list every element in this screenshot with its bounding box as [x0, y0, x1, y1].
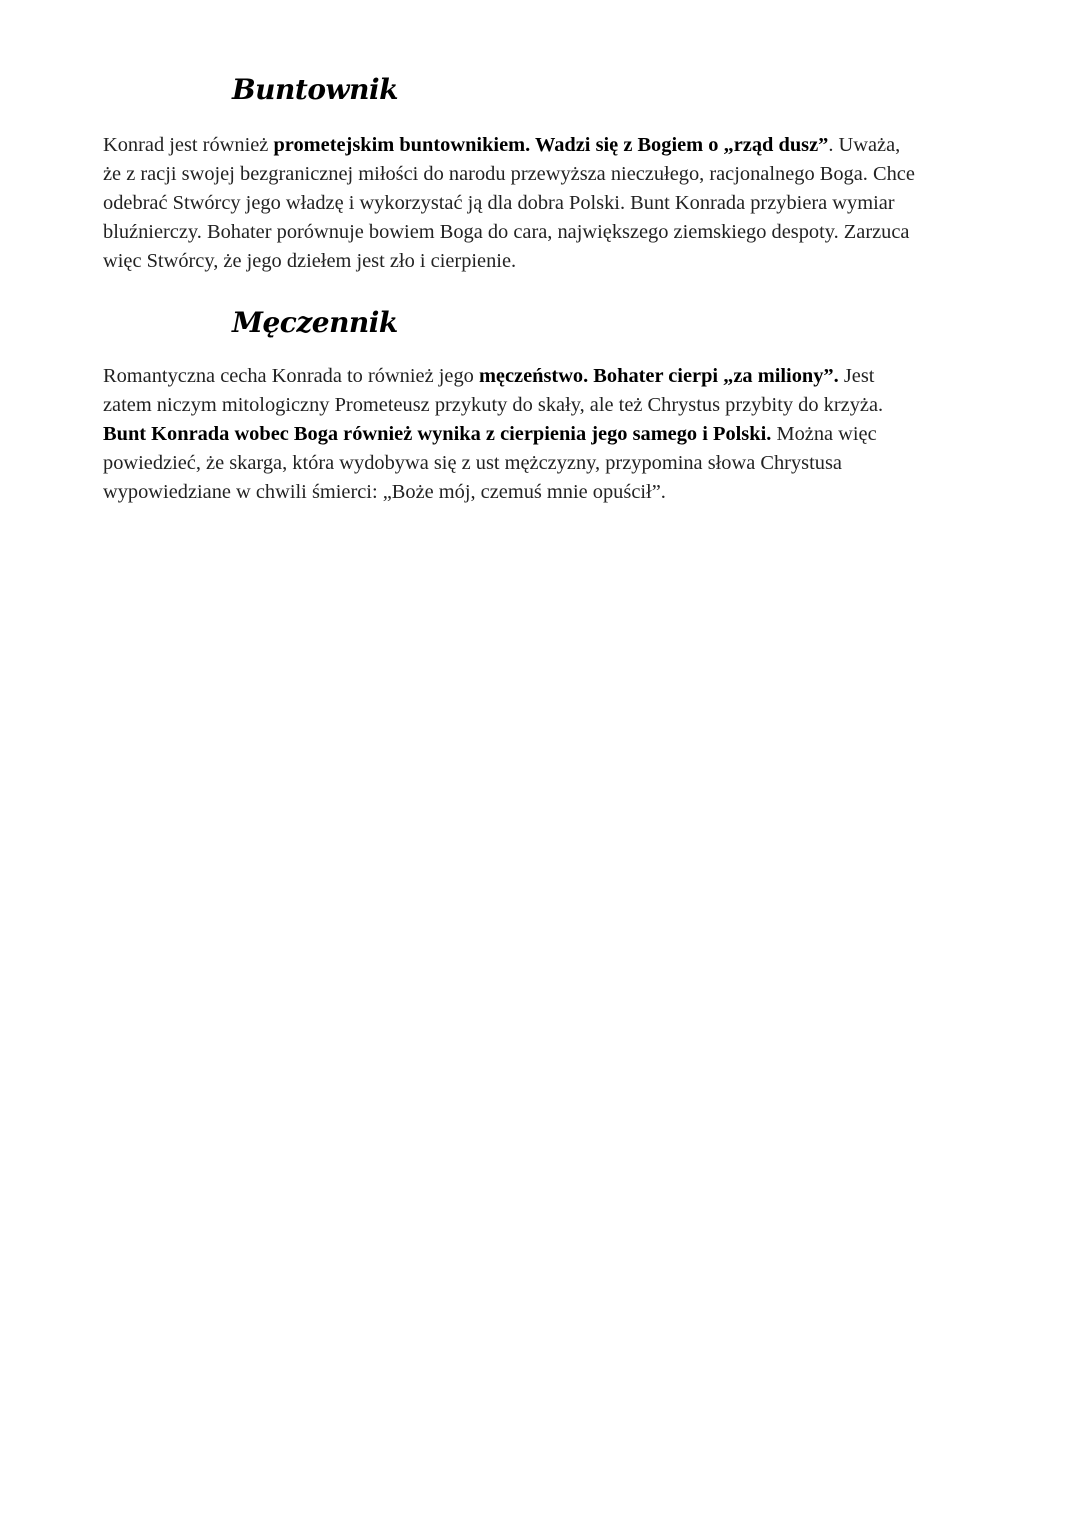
section-heading-buntownik: Buntownik — [232, 73, 398, 106]
text-run: więc Stwórcy, że jego dziełem jest zło i cierpienie. — [103, 250, 517, 272]
text-run: . Uważa, — [828, 134, 901, 156]
bold-text-run: prometejskim buntownikiem. Wadzi się z Bogiem o „rząd dusz” — [273, 134, 829, 156]
text-run: Można więc — [771, 423, 877, 445]
paragraph-line — [103, 160, 983, 189]
section-paragraph-meczennik — [103, 362, 983, 507]
text-run: Jest — [838, 365, 875, 387]
paragraph-line — [103, 420, 983, 449]
paragraph-line — [103, 218, 983, 247]
text-run: bluźnierczy. Bohater porównuje bowiem Boga do cara, największego ziemskiego despoty. Zarzuca — [103, 221, 910, 243]
text-run: Konrad jest również — [103, 134, 274, 156]
bold-text-run: męczeństwo. Bohater cierpi „za miliony”. — [478, 365, 839, 387]
paragraph-line — [103, 131, 983, 160]
section-paragraph-buntownik — [103, 131, 983, 276]
text-run: Romantyczna cecha Konrada to również jego — [103, 365, 479, 387]
paragraph-line — [103, 362, 983, 391]
paragraph-line — [103, 478, 983, 507]
paragraph-line — [103, 391, 983, 420]
text-run: zatem niczym mitologiczny Prometeusz przykuty do skały, ale też Chrystus przybity do krzyża. — [103, 394, 884, 416]
text-run: że z racji swojej bezgranicznej miłości do narodu przewyższa nieczułego, racjonalnego Boga. Chce — [103, 163, 915, 185]
text-run: wypowiedziane w chwili śmierci: „Boże mój, czemuś mnie opuścił”. — [103, 481, 666, 503]
bold-text-run: Bunt Konrada wobec Boga również wynika z cierpienia jego samego i Polski. — [103, 423, 772, 445]
section-heading-meczennik: Męczennik — [232, 306, 398, 339]
paragraph-line — [103, 247, 983, 276]
paragraph-line — [103, 449, 983, 478]
text-run: powiedzieć, że skarga, która wydobywa się z ust mężczyzny, przypomina słowa Chrystusa — [103, 452, 842, 474]
paragraph-line — [103, 189, 983, 218]
text-run: odebrać Stwórcy jego władzę i wykorzystać ją dla dobra Polski. Bunt Konrada przybiera wymiar — [103, 192, 895, 214]
